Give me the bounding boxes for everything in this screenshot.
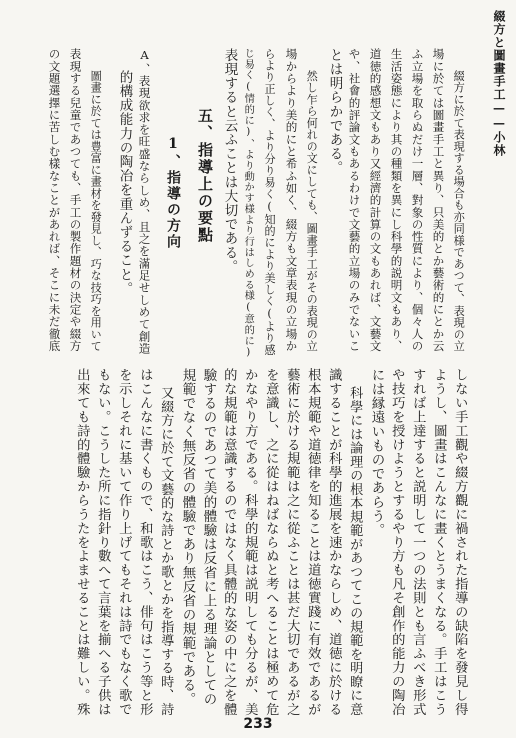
text-column: 驗するのであつて美的體驗は反省に上る理論としての (200, 368, 217, 707)
text-column: はこんなに書くもので、和歌はこう、俳句はこう等と形 (137, 368, 153, 716)
text-column: 出來ても詩的體驗からうたをよませることは難しい。殊 (74, 368, 90, 716)
text-column: 場に於ては圖畫手工と異り、只美的とか藝術的にとか云 (431, 48, 446, 352)
text-column: 綴方に於て表現する場合も亦同様であつて、表現の立 (452, 70, 466, 352)
section-heading: 五、指導上の要點 (196, 108, 214, 244)
text-column: や技巧を授けようとするやり方も凡そ創作的能力の陶冶 (389, 368, 405, 716)
text-column: 根本規範や道徳律を知ることは道徳實踐に有效であるが (305, 368, 321, 716)
text-column: 生活姿態により其の種類を異にし科學的説明文もあり、 (389, 48, 404, 352)
text-column: 圖畫に於ては豊富に畫材を發見し、巧な技巧を用いて (89, 70, 103, 352)
text-column: 表現する兒童であつても、手工の製作題材の決定や綴方 (68, 48, 83, 352)
text-column: ようし、圖畫はこんなに畫くとうまくなる。手工はこう (431, 368, 447, 716)
text-column: の文題選擇に苦しむ樣なことがあれば、そこに未だ徹底 (47, 48, 62, 352)
text-column: を意識し、之に從はねばならぬと考へることは極めて危 (263, 368, 279, 716)
text-column: 科學には論理の根本規範があつてこの規範を明瞭に意 (347, 386, 363, 716)
text-column: すれば上達すると説明して一つの法則とも言ふべき形式 (410, 368, 426, 716)
text-column: じ易く(情的に)、より動かす様より行はしめる様(意的に) (242, 48, 255, 359)
page-number: 233 (243, 716, 273, 732)
text-column: を示しそれに基いて作り上げてもそれは詩でもなく歌で (116, 368, 132, 716)
text-column: らより正しく、より分り易く(知的により美しく(より感 (263, 48, 277, 356)
text-column: には縁遠いものであらう。 (368, 368, 385, 538)
text-column: や、社會的評論文もあるわけで文藝的立場のみでないこ (347, 48, 362, 352)
text-column: 規範でなく無反省の體驗であり無反省の規範である。 (179, 368, 196, 707)
text-column: かなやり方である。科學的規範は説明しても分るが、美 (242, 368, 258, 716)
text-column: 又綴方に於て文藝的な詩とか歌とかを指導する時、詩 (158, 386, 174, 716)
text-column: とは明らかである。 (326, 48, 343, 175)
text-column: しない手工觀や綴方觀に禍された指導の缺陷を發見し得 (452, 368, 468, 716)
text-column: 藝術に於ける規範は之に從ふことは甚だ大切であるが之 (284, 368, 300, 716)
text-column: 道徳的感想文もあり又經濟的計算の文もあれば、文藝文 (368, 48, 383, 352)
text-column: 然し乍ら何れの文にしても、圖畫手工がその表現の立 (305, 70, 319, 352)
text-column: 表現すると云ふことは大切である。 (221, 48, 238, 274)
subsection-heading: 1、指導の方向 (165, 136, 181, 250)
text-column: 場からより美的にと希ふ如く、綴方も文章表現の立場か (284, 48, 299, 352)
running-head: 綴方と圖畫手工——小林 (492, 10, 506, 157)
text-column: A、表現欲求を旺盛ならしめ、且之を滿足せしめて創造 (137, 48, 152, 355)
text-column: 的な規範は意識するのではなく具體的な姿の中に之を體 (221, 368, 237, 716)
text-column: 識することが科學的進展を速かならしめ、道徳に於ける (326, 368, 342, 716)
text-column: もない。こうした所に指針り數へて言葉を揃へる子供は (95, 368, 111, 716)
text-column: 的構成能力の陶冶を重んずること。 (116, 70, 133, 296)
text-column: ふ立場を取らぬだけ一層、對象の性質により、個々人の (410, 48, 425, 352)
